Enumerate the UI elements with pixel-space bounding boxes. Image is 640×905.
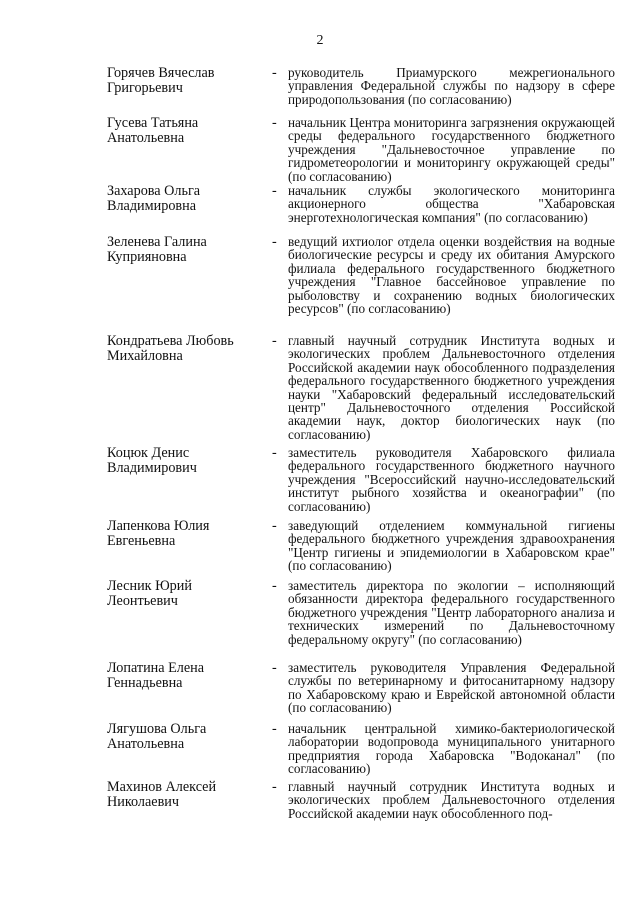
- member-dash: -: [272, 445, 277, 461]
- member-position: начальник Центра мониторинга загрязнения окружающей среды федерального государственного бюджетного учреждения "Дальневосточное управление по гидрометеорологии и мониторингу окружающей среды" (по согласованию): [288, 115, 615, 184]
- member-dash: -: [272, 183, 277, 199]
- member-dash: -: [272, 721, 277, 737]
- member-name: Коцюк Денис Владимирович: [107, 445, 197, 476]
- member-position: заведующий отделением коммунальной гигиены федерального бюджетного учреждения здравоохранения "Центр гигиены и эпидемиологии в Хабаровском крае" (по согласованию): [288, 518, 615, 574]
- member-name: Захарова Ольга Владимировна: [107, 183, 201, 214]
- member-position: главный научный сотрудник Института водных и экологических проблем Дальневосточного отделения Российской академии наук обособленного под-: [288, 779, 615, 821]
- member-position: заместитель руководителя Управления Федеральной службы по ветеринарному и фитосанитарному надзору по Хабаровскому краю и Еврейской автономной области (по согласованию): [288, 660, 615, 716]
- member-dash: -: [272, 518, 277, 534]
- member-dash: -: [272, 65, 277, 81]
- member-name: Лесник Юрий Леонтьевич: [107, 578, 192, 609]
- member-dash: -: [272, 234, 277, 250]
- member-name: Зеленева Галина Куприяновна: [107, 234, 207, 265]
- member-dash: -: [272, 333, 277, 349]
- member-name: Горячев Вячеслав Григорьевич: [107, 65, 215, 96]
- member-position: главный научный сотрудник Института водных и экологических проблем Дальневосточного отделения Российской академии наук обособленного подразделения федерального государственного бюджетного учреждения науки "Хабаровский федеральный исследовательский центр" Дальневосточного отделения Российской академии наук, доктор биологических наук (по согласованию): [288, 333, 615, 442]
- member-position: заместитель руководителя Хабаровского филиала федерального государственного бюджетного научного учреждения "Всероссийский научно-исследовательский институт рыбного хозяйства и океанографии" (по согласованию): [288, 445, 615, 514]
- member-dash: -: [272, 578, 277, 594]
- member-position: заместитель директора по экологии – исполняющий обязанности директора федерального государственного бюджетного учреждения "Центр лабораторного анализа и технических измерений по Дальневосточному федеральному округу" (по согласованию): [288, 578, 615, 647]
- page-number: 2: [316, 33, 324, 48]
- member-name: Кондратьева Любовь Михайловна: [107, 333, 234, 364]
- member-dash: -: [272, 115, 277, 131]
- member-dash: -: [272, 660, 277, 676]
- member-name: Лапенкова Юлия Евгеньевна: [107, 518, 210, 549]
- member-position: ведущий ихтиолог отдела оценки воздействия на водные биологические ресурсы и среду их обитания Амурского филиала федерального государственного бюджетного учреждения "Главное бассейновое управление по рыболовству и сохранению водных биологических ресурсов" (по согласованию): [288, 234, 615, 317]
- member-name: Лягушова Ольга Анатольевна: [107, 721, 207, 752]
- member-name: Махинов Алексей Николаевич: [107, 779, 217, 810]
- member-name: Лопатина Елена Геннадьевна: [107, 660, 205, 691]
- member-dash: -: [272, 779, 277, 795]
- member-name: Гусева Татьяна Анатольевна: [107, 115, 199, 146]
- member-position: начальник службы экологического мониторинга акционерного общества "Хабаровская энерготехнологическая компания" (по согласованию): [288, 183, 615, 225]
- member-position: начальник центральной химико-бактериологической лаборатории водопровода муниципального унитарного предприятия города Хабаровска "Водоканал" (по согласованию): [288, 721, 615, 777]
- member-position: руководитель Приамурского межрегионального управления Федеральной службы по надзору в сфере природопользования (по согласованию): [288, 65, 615, 107]
